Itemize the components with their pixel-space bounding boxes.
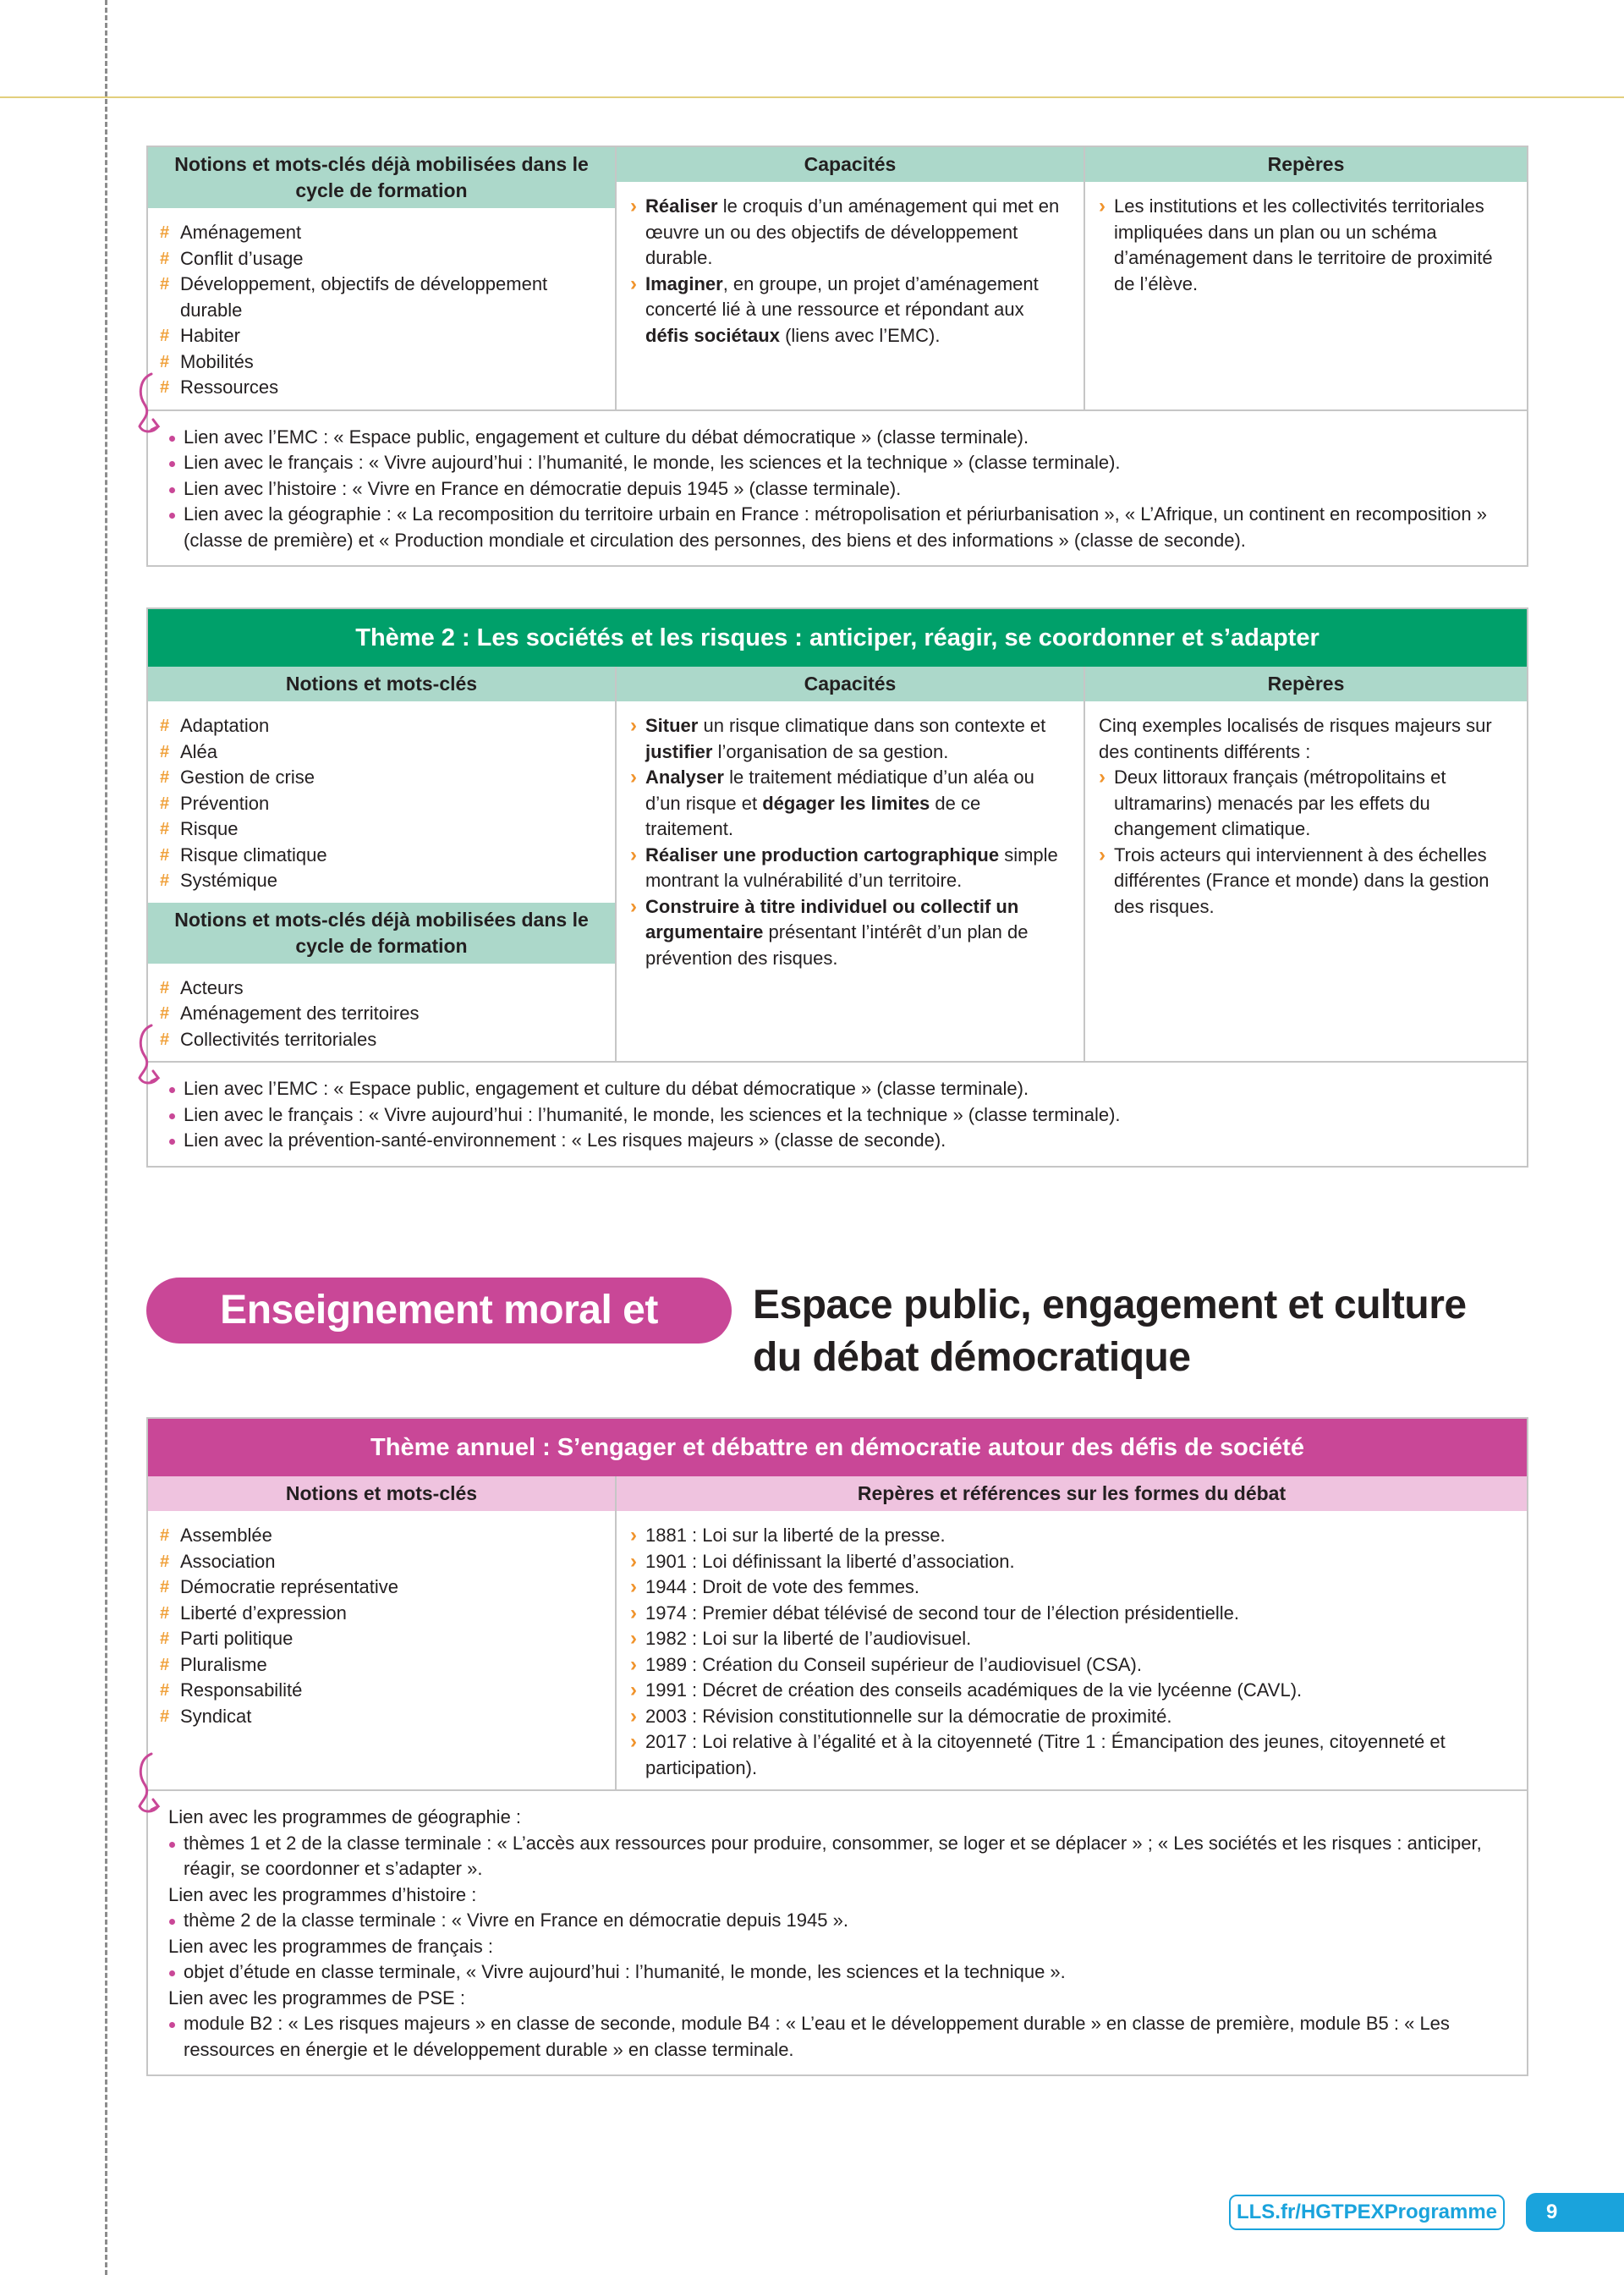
links-section bbox=[148, 1061, 1527, 1166]
notions-header: Notions et mots-clés bbox=[148, 1476, 615, 1511]
keyword-list bbox=[148, 701, 615, 903]
keyword: # Habiter bbox=[160, 323, 603, 349]
capacite-item: › Réaliser une production cartographique simple montrant la vulnérabilité d’un territoire. bbox=[630, 843, 1070, 894]
keyword: # Syndicat bbox=[160, 1704, 603, 1730]
capacites-column bbox=[617, 667, 1085, 1061]
reperes-list bbox=[617, 1511, 1527, 1789]
notions-prev-header: Notions et mots-clés déjà mobilisées dans le cycle de formation bbox=[148, 903, 615, 964]
keyword: # Aménagement bbox=[160, 220, 603, 246]
emc-section-pill: Enseignement moral et civique bbox=[146, 1278, 732, 1344]
repere-item: › 2017 : Loi relative à l’égalité et à la citoyenneté (Titre 1 : Émancipation des jeunes, citoyenneté et participation). bbox=[630, 1729, 1513, 1781]
capacite-item: › Imaginer, en groupe, un projet d’aménagement concerté lié à une ressource et répondant aux défis sociétaux (liens avec l’EMC). bbox=[630, 272, 1070, 349]
keyword: # Développement, objectifs de développement durable bbox=[160, 272, 603, 323]
keyword: # Prévention bbox=[160, 791, 603, 817]
reperes-column bbox=[1085, 147, 1527, 409]
link-item: Lien avec l’histoire : « Vivre en France en démocratie depuis 1945 » (classe terminale). bbox=[168, 476, 1510, 503]
reperes-header: Repères et références sur les formes du débat bbox=[617, 1476, 1527, 1511]
capacite-item: › Situer un risque climatique dans son contexte et justifier l’organisation de sa gestion. bbox=[630, 713, 1070, 765]
repere-item: › 1901 : Loi définissant la liberté d’association. bbox=[630, 1549, 1513, 1575]
keyword: # Responsabilité bbox=[160, 1678, 603, 1704]
capacite-item: › Analyser le traitement médiatique d’un aléa ou d’un risque et dégager les limites de ce traitement. bbox=[630, 765, 1070, 843]
link-item: thème 2 de la classe terminale : « Vivre en France en démocratie depuis 1945 ». bbox=[168, 1908, 1510, 1934]
link-item: Lien avec la géographie : « La recomposition du territoire urbain en France : métropolisation et périurbanisation », « L’Afrique, un continent en recomposition » (classe de première) et « Production mondiale et circulation des personnes, des biens et des informations » (classe de seconde). bbox=[168, 502, 1510, 553]
keyword: # Ressources bbox=[160, 375, 603, 401]
program-link[interactable]: LLS.fr/HGTPEXProgramme bbox=[1229, 2195, 1505, 2230]
capacites-header: Capacités bbox=[617, 667, 1084, 701]
theme2-table bbox=[146, 607, 1528, 1168]
notions-header: Notions et mots-clés déjà mobilisées dans le cycle de formation bbox=[148, 147, 615, 208]
keyword: # Adaptation bbox=[160, 713, 603, 739]
link-curl-icon bbox=[133, 1022, 163, 1088]
keyword: # Parti politique bbox=[160, 1626, 603, 1652]
keyword-list bbox=[148, 1511, 615, 1738]
keyword: # Collectivités territoriales bbox=[160, 1027, 603, 1053]
keyword: # Systémique bbox=[160, 868, 603, 894]
keyword: # Association bbox=[160, 1549, 603, 1575]
link-item: thèmes 1 et 2 de la classe terminale : « L’accès aux ressources pour produire, consommer, se loger et se déplacer » ; « Les sociétés et les risques : anticiper, réagir, se coordonner et s’adapter ». bbox=[168, 1831, 1510, 1882]
header-rule bbox=[0, 96, 1624, 98]
repere-item: › 1989 : Création du Conseil supérieur de l’audiovisuel (CSA). bbox=[630, 1652, 1513, 1679]
repere-item: › 1991 : Décret de création des conseils académiques de la vie lycéenne (CAVL). bbox=[630, 1678, 1513, 1704]
reperes-header: Repères bbox=[1085, 667, 1527, 701]
keyword: # Risque climatique bbox=[160, 843, 603, 869]
reperes-list bbox=[1085, 765, 1527, 928]
reperes-intro: Cinq exemples localisés de risques majeurs sur des continents différents : bbox=[1099, 715, 1492, 762]
theme2-title: Thème 2 : Les sociétés et les risques : anticiper, réagir, se coordonner et s’adapter bbox=[148, 609, 1527, 667]
link-heading: Lien avec les programmes de français : bbox=[168, 1935, 493, 1957]
link-item: Lien avec l’EMC : « Espace public, engagement et culture du débat démocratique » (classe terminale). bbox=[168, 1076, 1510, 1102]
keyword: # Conflit d’usage bbox=[160, 246, 603, 272]
keyword: # Mobilités bbox=[160, 349, 603, 376]
repere-item: › 1944 : Droit de vote des femmes. bbox=[630, 1574, 1513, 1601]
capacite-item: › Réaliser le croquis d’un aménagement qui met en œuvre un ou des objectifs de développement durable. bbox=[630, 194, 1070, 272]
keyword-prev-list bbox=[148, 964, 615, 1062]
links-section bbox=[148, 1789, 1527, 2074]
notions-column bbox=[148, 667, 617, 1061]
link-heading: Lien avec les programmes d’histoire : bbox=[168, 1883, 477, 1905]
repere-item: › Trois acteurs qui interviennent à des échelles différentes (France et monde) dans la gestion des risques. bbox=[1099, 843, 1513, 920]
links-section bbox=[148, 409, 1527, 566]
keyword: # Aléa bbox=[160, 739, 603, 766]
reperes-column bbox=[617, 1476, 1527, 1789]
emc-title-line: du débat démocratique bbox=[753, 1335, 1191, 1380]
link-item: Lien avec le français : « Vivre aujourd’hui : l’humanité, le monde, les sciences et la technique » (classe terminale). bbox=[168, 1102, 1510, 1129]
link-item: Lien avec le français : « Vivre aujourd’hui : l’humanité, le monde, les sciences et la technique » (classe terminale). bbox=[168, 450, 1510, 476]
reperes-column bbox=[1085, 667, 1527, 1061]
margin-dashed-line bbox=[105, 0, 107, 2275]
notions-column bbox=[148, 1476, 617, 1789]
keyword-list bbox=[148, 208, 615, 409]
reperes-header: Repères bbox=[1085, 147, 1527, 182]
emc-theme-title: Thème annuel : S’engager et débattre en démocratie autour des défis de société bbox=[148, 1419, 1527, 1476]
link-heading: Lien avec les programmes de géographie : bbox=[168, 1806, 522, 1827]
notions-column bbox=[148, 147, 617, 409]
link-heading: Lien avec les programmes de PSE : bbox=[168, 1987, 465, 2008]
repere-item: › Deux littoraux français (métropolitains et ultramarins) menacés par les effets du changement climatique. bbox=[1099, 765, 1513, 843]
keyword: # Pluralisme bbox=[160, 1652, 603, 1679]
keyword: # Liberté d’expression bbox=[160, 1601, 603, 1627]
link-item: module B2 : « Les risques majeurs » en classe de seconde, module B4 : « L’eau et le développement durable » en classe de première, module B5 : « Les ressources en énergie et le développement durable » en classe terminale. bbox=[168, 2011, 1510, 2063]
link-item: Lien avec l’EMC : « Espace public, engagement et culture du débat démocratique » (classe terminale). bbox=[168, 425, 1510, 451]
capacites-header: Capacités bbox=[617, 147, 1084, 182]
repere-item: › Les institutions et les collectivités territoriales impliquées dans un plan ou un schéma d’aménagement dans le territoire de proximité de l’élève. bbox=[1099, 194, 1513, 297]
link-item: objet d’étude en classe terminale, « Vivre aujourd’hui : l’humanité, le monde, les sciences et la technique ». bbox=[168, 1959, 1510, 1986]
repere-item: › 2003 : Révision constitutionnelle sur la démocratie de proximité. bbox=[630, 1704, 1513, 1730]
capacites-column bbox=[617, 147, 1085, 409]
emc-title-line: Espace public, engagement et culture bbox=[753, 1283, 1467, 1327]
repere-item: › 1982 : Loi sur la liberté de l’audiovisuel. bbox=[630, 1626, 1513, 1652]
emc-table bbox=[146, 1417, 1528, 2076]
top-table bbox=[146, 146, 1528, 567]
keyword: # Démocratie représentative bbox=[160, 1574, 603, 1601]
link-curl-icon bbox=[133, 1750, 163, 1816]
reperes-list bbox=[1085, 182, 1527, 305]
emc-section-title bbox=[753, 1279, 1467, 1384]
capacites-list bbox=[617, 182, 1084, 357]
repere-item: › 1881 : Loi sur la liberté de la presse. bbox=[630, 1523, 1513, 1549]
keyword: # Assemblée bbox=[160, 1523, 603, 1549]
link-curl-icon bbox=[133, 371, 163, 437]
keyword: # Risque bbox=[160, 816, 603, 843]
notions-header: Notions et mots-clés bbox=[148, 667, 615, 701]
keyword: # Gestion de crise bbox=[160, 765, 603, 791]
keyword: # Aménagement des territoires bbox=[160, 1001, 603, 1027]
page-number: 9 bbox=[1526, 2193, 1624, 2232]
capacite-item: › Construire à titre individuel ou collectif un argumentaire présentant l’intérêt d’un plan de prévention des risques. bbox=[630, 894, 1070, 972]
capacites-list bbox=[617, 701, 1084, 980]
repere-item: › 1974 : Premier débat télévisé de second tour de l’élection présidentielle. bbox=[630, 1601, 1513, 1627]
link-item: Lien avec la prévention-santé-environnement : « Les risques majeurs » (classe de seconde). bbox=[168, 1128, 1510, 1154]
keyword: # Acteurs bbox=[160, 975, 603, 1002]
